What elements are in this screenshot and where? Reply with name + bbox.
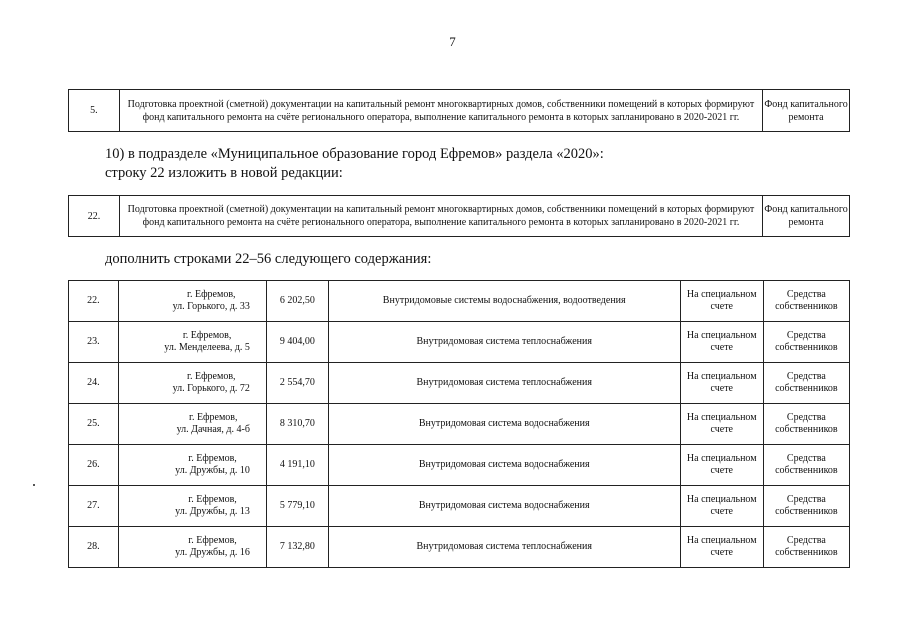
instruction-text: дополнить строками 22–56 следующего содержания: [105,251,432,267]
margin-mark [33,484,35,486]
instruction-text: строку 22 изложить в новой редакции: [105,165,343,181]
row-number: 23. [69,322,119,363]
row-description: Подготовка проектной (сметной) документации на капитальный ремонт многоквартирных домов, собственники помещений в которых формируют фонд капитального ремонта на счёте регионального оператора, выполнение капитального ремонта в которых запланировано в 2020-2021 гг. [119,196,762,237]
row-address [118,404,266,445]
address-city: г. Ефремов, [186,288,236,300]
row-address [118,486,266,527]
row-number: 5. [69,90,120,132]
row-funding-source: Средства собственников [763,363,849,404]
address-city: г. Ефремов, [188,534,237,546]
table-row [69,527,850,568]
table-row [69,486,850,527]
row-funding-source: Средства собственников [763,445,849,486]
row-amount: 9 404,00 [266,322,328,363]
table-row [69,281,850,322]
page-number: 7 [449,34,456,49]
replacement-table [68,195,850,237]
row-amount: 5 779,10 [266,486,328,527]
row-number: 26. [69,445,119,486]
row-description: Подготовка проектной (сметной) документации на капитальный ремонт многоквартирных домов, собственники помещений в которых формируют фонд капитального ремонта на счёте регионального оператора, выполнение капитального ремонта в которых запланировано в 2020-2021 гг. [119,90,762,132]
row-address [118,363,266,404]
added-rows-table [68,280,850,568]
row-amount: 4 191,10 [266,445,328,486]
row-work-type: Внутридомовая система теплоснабжения [328,363,680,404]
row-address [118,322,266,363]
row-account-type: На специальном счете [680,281,763,322]
row-account-type: На специальном счете [680,404,763,445]
address-street: ул. Горького, д. 72 [172,383,250,394]
row-number: 25. [69,404,119,445]
row-account-type: На специальном счете [680,486,763,527]
row-number: 24. [69,363,119,404]
top-table [68,89,850,132]
row-work-type: Внутридомовая система водоснабжения [328,404,680,445]
address-street: ул. Менделеева, д. 5 [164,342,250,353]
row-work-type: Внутридомовые системы водоснабжения, водоотведения [328,281,680,322]
address-street: ул. Дачная, д. 4-б [176,424,250,435]
address-city: г. Ефремов, [188,452,237,464]
address-street: ул. Горького, д. 33 [172,301,250,312]
table-row [69,363,850,404]
row-work-type: Внутридомовая система теплоснабжения [328,322,680,363]
row-amount: 8 310,70 [266,404,328,445]
address-city: г. Ефремов, [188,411,238,423]
table-row [69,196,850,237]
address-city: г. Ефремов, [182,329,232,341]
row-work-type: Внутридомовая система водоснабжения [328,445,680,486]
row-work-type: Внутридомовая система водоснабжения [328,486,680,527]
row-funding-source: Фонд капитального ремонта [763,90,850,132]
instruction-text: 10) в подразделе «Муниципальное образование город Ефремов» раздела «2020»: [105,146,604,162]
table-row [69,404,850,445]
row-funding-source: Средства собственников [763,281,849,322]
row-number: 27. [69,486,119,527]
table-row [69,445,850,486]
address-city: г. Ефремов, [186,370,236,382]
row-work-type: Внутридомовая система теплоснабжения [328,527,680,568]
row-amount: 7 132,80 [266,527,328,568]
address-street: ул. Дружбы, д. 13 [175,506,250,517]
row-account-type: На специальном счете [680,527,763,568]
row-address [118,527,266,568]
address-city: г. Ефремов, [188,493,237,505]
row-funding-source: Фонд капитального ремонта [763,196,850,237]
row-funding-source: Средства собственников [763,404,849,445]
row-account-type: На специальном счете [680,363,763,404]
row-funding-source: Средства собственников [763,486,849,527]
row-account-type: На специальном счете [680,322,763,363]
table-row [69,90,850,132]
row-funding-source: Средства собственников [763,322,849,363]
row-amount: 6 202,50 [266,281,328,322]
row-number: 22. [69,196,120,237]
row-number: 28. [69,527,119,568]
row-address [118,281,266,322]
row-number: 22. [69,281,119,322]
address-street: ул. Дружбы, д. 16 [175,547,250,558]
row-account-type: На специальном счете [680,445,763,486]
address-street: ул. Дружбы, д. 10 [175,465,250,476]
row-address [118,445,266,486]
row-funding-source: Средства собственников [763,527,849,568]
table-row [69,322,850,363]
row-amount: 2 554,70 [266,363,328,404]
